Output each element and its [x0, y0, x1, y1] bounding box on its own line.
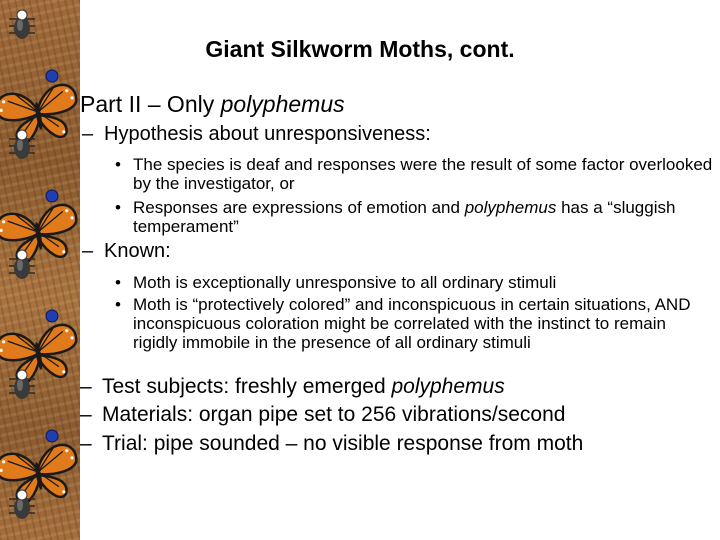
known-bullet-2 [115, 295, 713, 352]
part-heading-species: polyphemus [220, 91, 345, 117]
dash-marker: – [80, 403, 92, 426]
hypothesis-bullet-2-species: polyphemus [464, 198, 557, 217]
hypothesis-bullet-2-pre: Responses are expressions of emotion and [133, 198, 465, 217]
test-subjects-species: polyphemus [391, 375, 505, 398]
bullet-marker: • [115, 273, 121, 292]
known-text: Known: [104, 240, 171, 262]
part-heading-text: Part II – Only [80, 91, 221, 117]
trial-item [80, 432, 583, 456]
decorative-side-strip [0, 0, 80, 540]
known-item [82, 240, 171, 263]
monarch-butterfly-icon [0, 83, 80, 147]
monarch-butterfly-icon [0, 323, 80, 387]
materials-item [80, 403, 565, 427]
dash-marker: – [82, 123, 94, 145]
blue-bead-icon [46, 190, 58, 202]
test-subjects-item [80, 375, 505, 399]
trial-text: Trial: pipe sounded – no visible response from moth [102, 432, 584, 455]
dash-marker: – [80, 432, 92, 455]
bullet-marker: • [115, 295, 121, 314]
materials-text: Materials: organ pipe set to 256 vibrations/second [102, 403, 566, 426]
test-subjects-text: Test subjects: freshly emerged [102, 375, 392, 398]
bullet-marker: • [115, 155, 121, 174]
hypothesis-text: Hypothesis about unresponsiveness: [104, 123, 431, 145]
part-heading [80, 91, 345, 118]
monarch-butterfly-icon [0, 443, 80, 507]
hypothesis-bullet-2-post: has a “sluggish temperament” [133, 198, 676, 236]
hypothesis-bullet-1 [115, 155, 713, 193]
bullet-marker: • [115, 198, 121, 217]
monarch-butterfly-icon [0, 203, 80, 267]
dash-marker: – [80, 375, 92, 398]
hypothesis-bullet-1-text: The species is deaf and responses were the result of some factor overlooked by the investigator, or [133, 155, 713, 193]
slide-title: Giant Silkworm Moths, cont. [205, 36, 515, 62]
beetle-icon [9, 10, 35, 39]
known-bullet-1-text: Moth is exceptionally unresponsive to all ordinary stimuli [133, 273, 557, 292]
dash-marker: – [82, 240, 94, 262]
hypothesis-bullet-2 [115, 198, 713, 236]
side-strip-art [0, 0, 80, 540]
blue-bead-icon [46, 310, 58, 322]
blue-bead-icon [46, 430, 58, 442]
blue-bead-icon [46, 70, 58, 82]
hypothesis-item [82, 123, 431, 146]
known-bullet-1 [115, 273, 713, 292]
known-bullet-2-text: Moth is “protectively colored” and inconspicuous in certain situations, AND inconspicuous coloration might be correlated with the instinct to remain rigidly immobile in the presence of all ordinary stimuli [133, 295, 691, 352]
